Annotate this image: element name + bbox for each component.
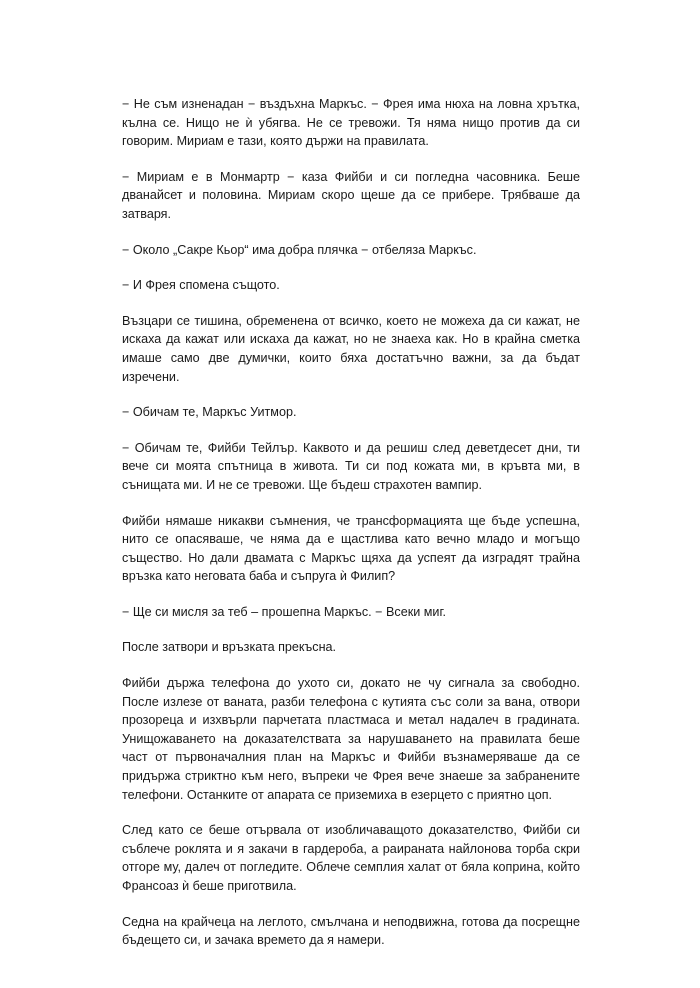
paragraph: Фийби държа телефона до ухото си, докато не чу сигнала за свободно. После излезе от ваната, разби телефона с кутията със соли за вана, отвори прозореца и изхвърли парчетата пластмаса и метал надалеч в градината. Унищожаването на доказателствата за нарушаването на правилата беше част от първоначалния план на Маркъс и Фийби възнамеряваше да се придържа стриктно към него, въпреки че Фрея вече знаеше за забранените телефони. Останките от апарата се приземиха в езерцето с приятно цоп.	[122, 676, 580, 802]
paragraph: Възцари се тишина, обременена от всичко, което не можеха да си кажат, не искаха да кажат или искаха да кажат, но не знаеха как. Но в крайна сметка имаше само две думички, които бяха достатъчно важни, за да бъдат изречени.	[122, 313, 580, 384]
paragraph: − Обичам те, Маркъс Уитмор.	[122, 405, 297, 420]
paragraph: След като се беше отървала от изобличаващото доказателство, Фийби си съблече роклята и я закачи в гардероба, а раираната найлонова торба скри отгоре му, далеч от погледите. Облече семплия халат от бяла коприна, който Франсоаз ѝ беше приготвила.	[122, 823, 580, 893]
paragraph: − Мириам е в Монмартр − каза Фийби и си погледна часовника. Беше дванайсет и половина. Мириам скоро щеше да се прибере. Трябваше да затваря.	[122, 169, 580, 221]
paragraph: − Не съм изненадан − въздъхна Маркъс. − Фрея има нюха на ловна хрътка, кълна се. Нищо не ѝ убягва. Не се тревожи. Тя няма нищо против да си говорим. Мириам е тази, която държи на правилата.	[122, 97, 580, 149]
paragraph: − Ще си мисля за теб – прошепна Маркъс. − Всеки миг.	[122, 604, 447, 619]
page-text	[122, 95, 580, 967]
paragraph: Седна на крайчеца на леглото, смълчана и неподвижна, готова да посрещне бъдещето си, и зачака времето да я намери.	[122, 914, 580, 948]
paragraph: − Около „Сакре Кьор“ има добра плячка − отбеляза Маркъс.	[122, 242, 477, 257]
paragraph: − И Фрея спомена същото.	[122, 278, 280, 293]
paragraph: − Обичам те, Фийби Тейлър. Каквото и да решиш след деветдесет дни, ти вече си моята спътница в живота. Ти си под кожата ми, в кръвта ми, в сънищата ми. И не се тревожи. Ще бъдеш страхотен вампир.	[122, 440, 580, 492]
paragraph: Фийби нямаше никакви съмнения, че трансформацията ще бъде успешна, нито се опасяваше, че няма да е щастлива като вечно младо и могъщо същество. Но дали двамата с Маркъс щяха да успеят да изградят трайна връзка като неговата баба и съпруга ѝ Филип?	[122, 513, 580, 584]
paragraph: После затвори и връзката прекъсна.	[122, 640, 337, 655]
